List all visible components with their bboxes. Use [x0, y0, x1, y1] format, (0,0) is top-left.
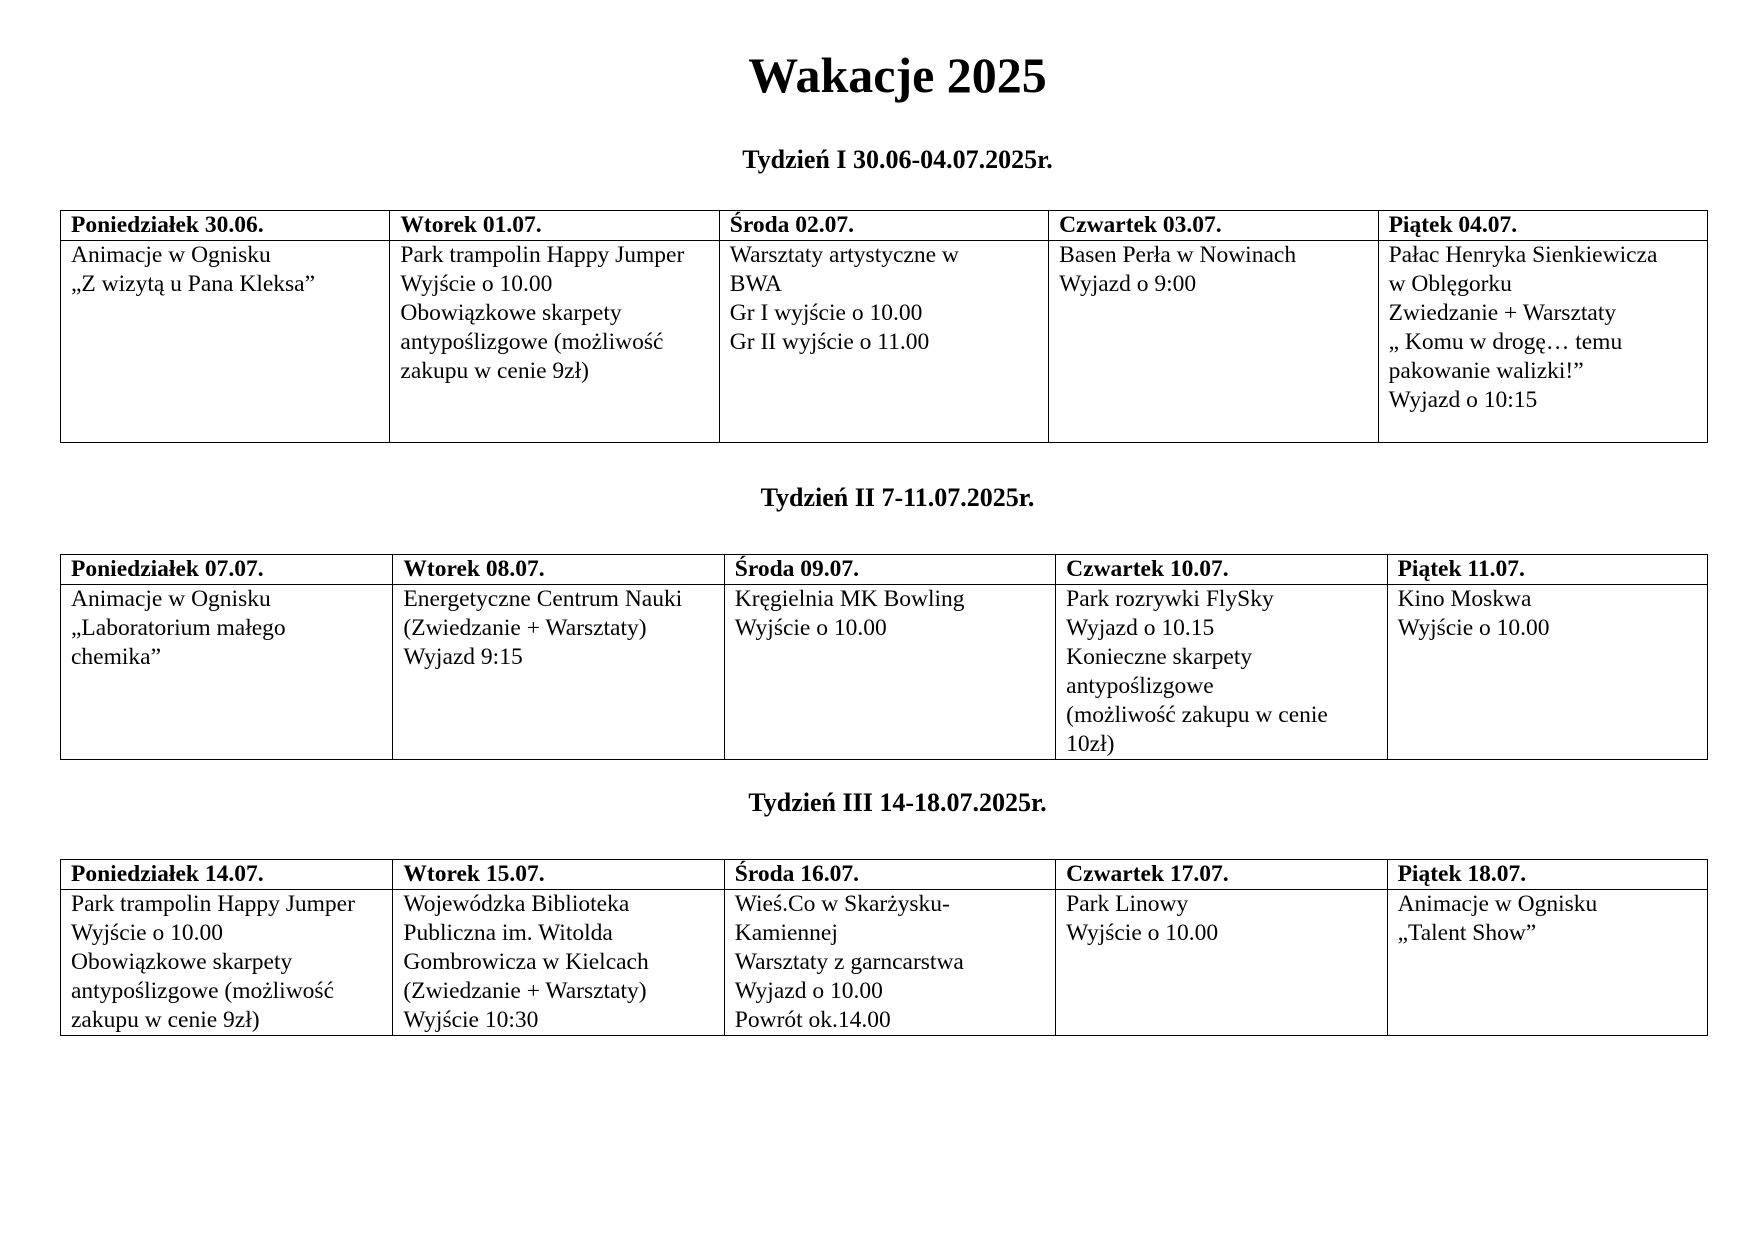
activity-line: zakupu w cenie 9zł)	[71, 1007, 260, 1033]
activity-line: Publiczna im. Witolda	[403, 920, 613, 946]
activity-line: Zwiedzanie + Warsztaty	[1388, 300, 1617, 326]
activity-line: Animacje w Ognisku	[1397, 891, 1598, 917]
day-activity-cell	[1387, 585, 1707, 760]
activity-line: Obowiązkowe skarpety	[71, 949, 293, 975]
day-activity-cell	[393, 585, 724, 760]
day-activity-cell	[390, 241, 719, 443]
activity-line: antypoślizgowe (możliwość	[400, 329, 664, 355]
activity-line: Wyjście o 10.00	[71, 920, 223, 946]
activity-line: Gr II wyjście o 11.00	[729, 329, 930, 355]
day-activity-cell	[61, 241, 390, 443]
page-title: Wakacje 2025	[748, 47, 1047, 103]
activity-line: chemika”	[71, 644, 162, 670]
activity-line: Powrót ok.14.00	[734, 1007, 891, 1033]
day-activity-cell	[724, 890, 1055, 1036]
activity-line: antypoślizgowe (możliwość	[71, 978, 335, 1004]
activity-line: Wyjazd o 10.00	[734, 978, 883, 1004]
week-3-heading: Tydzień III 14-18.07.2025r.	[748, 788, 1047, 817]
day-activity-cell	[61, 585, 393, 760]
activity-line: Animacje w Ognisku	[71, 242, 271, 268]
activity-line: Konieczne skarpety	[1066, 644, 1253, 670]
activity-line: w Oblęgorku	[1388, 271, 1512, 297]
week-2-table	[60, 554, 1708, 760]
activity-line: Gr I wyjście o 10.00	[729, 300, 923, 326]
activity-line: Wojewódzka Biblioteka	[403, 891, 630, 917]
activity-row	[61, 241, 1708, 443]
day-header: Czwartek 10.07.	[1056, 555, 1387, 585]
activity-line: Wyjście 10:30	[403, 1007, 539, 1033]
activity-line: Pałac Henryka Sienkiewicza	[1388, 242, 1658, 268]
activity-line: Animacje w Ognisku	[71, 586, 271, 612]
day-activity-cell	[1056, 890, 1387, 1036]
activity-line: Warsztaty artystyczne w	[729, 242, 959, 268]
day-header: Wtorek 01.07.	[390, 211, 719, 241]
day-activity-cell	[719, 241, 1048, 443]
week-1-table	[60, 210, 1708, 443]
day-header: Piątek 18.07.	[1387, 860, 1707, 890]
activity-line: Wyjście o 10.00	[734, 615, 887, 641]
activity-line: „Talent Show”	[1397, 920, 1537, 946]
activity-line: Kamiennej	[734, 920, 838, 946]
day-header: Poniedziałek 14.07.	[61, 860, 393, 890]
activity-row	[61, 890, 1708, 1036]
day-header: Środa 16.07.	[724, 860, 1055, 890]
day-activity-cell	[1378, 241, 1707, 443]
day-activity-cell	[1387, 890, 1707, 1036]
week-3-table	[60, 859, 1708, 1036]
activity-line: Obowiązkowe skarpety	[400, 300, 622, 326]
activity-line: Warsztaty z garncarstwa	[734, 949, 964, 975]
activity-line: Gombrowicza w Kielcach	[403, 949, 649, 975]
header-row	[61, 860, 1708, 890]
week-1-heading: Tydzień I 30.06-04.07.2025r.	[742, 145, 1053, 174]
day-header: Środa 02.07.	[719, 211, 1048, 241]
activity-line: Park trampolin Happy Jumper	[400, 242, 685, 268]
activity-line: Wyjście o 10.00	[1397, 615, 1550, 641]
day-header: Czwartek 17.07.	[1056, 860, 1387, 890]
activity-line: Wyjazd o 10.15	[1066, 615, 1215, 641]
activity-line: (możliwość zakupu w cenie	[1066, 702, 1328, 728]
activity-line: antypoślizgowe	[1066, 673, 1214, 699]
activity-line: Wyjście o 10.00	[400, 271, 553, 297]
day-header: Środa 09.07.	[724, 555, 1055, 585]
week-2-heading: Tydzień II 7-11.07.2025r.	[760, 483, 1035, 512]
activity-line: Wyjście o 10.00	[1066, 920, 1219, 946]
activity-line: Wieś.Co w Skarżysku-	[734, 891, 950, 917]
activity-line: (Zwiedzanie + Warsztaty)	[403, 978, 647, 1004]
day-header: Piątek 11.07.	[1387, 555, 1707, 585]
activity-line: pakowanie walizki!”	[1388, 358, 1584, 384]
activity-line: Kino Moskwa	[1397, 586, 1532, 612]
activity-line: „Z wizytą u Pana Kleksa”	[71, 271, 316, 297]
activity-line: (Zwiedzanie + Warsztaty)	[403, 615, 647, 641]
activity-line: zakupu w cenie 9zł)	[400, 358, 589, 384]
day-header: Wtorek 08.07.	[393, 555, 724, 585]
day-activity-cell	[724, 585, 1055, 760]
day-activity-cell	[1049, 241, 1378, 443]
header-row	[61, 211, 1708, 241]
activity-line: Wyjazd 9:15	[403, 644, 523, 670]
activity-line: Basen Perła w Nowinach	[1059, 242, 1297, 268]
day-header: Poniedziałek 07.07.	[61, 555, 393, 585]
activity-line: 10zł)	[1066, 731, 1115, 757]
activity-line: Energetyczne Centrum Nauki	[403, 586, 683, 612]
day-activity-cell	[393, 890, 724, 1036]
activity-line: Wyjazd o 9:00	[1059, 271, 1197, 297]
activity-line: „ Komu w drogę… temu	[1388, 329, 1623, 355]
day-header: Wtorek 15.07.	[393, 860, 724, 890]
day-header: Piątek 04.07.	[1378, 211, 1707, 241]
day-header: Poniedziałek 30.06.	[61, 211, 390, 241]
activity-line: Kręgielnia MK Bowling	[734, 586, 965, 612]
day-header: Czwartek 03.07.	[1049, 211, 1378, 241]
activity-row	[61, 585, 1708, 760]
activity-line: Wyjazd o 10:15	[1388, 387, 1538, 413]
day-activity-cell	[61, 890, 393, 1036]
activity-line: Park rozrywki FlySky	[1066, 586, 1274, 612]
activity-line: „Laboratorium małego	[71, 615, 286, 641]
activity-line: Park trampolin Happy Jumper	[71, 891, 355, 917]
header-row	[61, 555, 1708, 585]
day-activity-cell	[1056, 585, 1387, 760]
activity-line: BWA	[729, 271, 783, 297]
activity-line: Park Linowy	[1066, 891, 1189, 917]
